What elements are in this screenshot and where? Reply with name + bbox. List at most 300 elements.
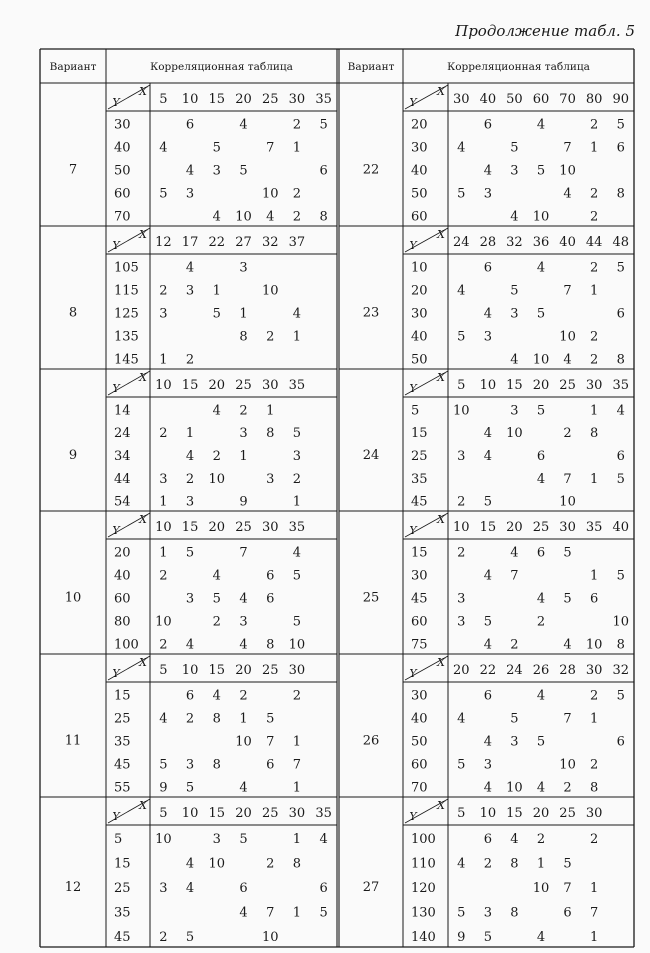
x-value: 5	[159, 92, 168, 107]
x-value: 30	[585, 378, 603, 393]
y-value: 20	[114, 545, 131, 561]
x-value: 25	[559, 378, 576, 393]
frequency-cell: 3	[510, 734, 519, 750]
frequency-cell: 3	[457, 449, 466, 464]
frequency-cell: 6	[536, 545, 546, 561]
x-value: 30	[288, 92, 306, 107]
frequency-cell: 10	[235, 734, 252, 750]
frequency-cell: 2	[292, 186, 302, 202]
frequency-cell: 8	[212, 757, 221, 773]
y-value: 20	[411, 117, 428, 133]
y-value: 60	[411, 209, 428, 225]
y-value: 75	[411, 637, 428, 653]
corner-x-symbol: X	[437, 228, 445, 241]
frequency-cell: 5	[536, 163, 546, 179]
frequency-cell: 7	[563, 881, 572, 896]
frequency-cell: 4	[483, 449, 492, 464]
y-value: 30	[411, 306, 428, 322]
corner-x-symbol: X	[437, 513, 445, 526]
frequency-cell: 3	[185, 283, 195, 299]
frequency-cell: 2	[590, 757, 599, 773]
x-value: 15	[506, 378, 523, 393]
y-value: 15	[114, 688, 131, 704]
frequency-cell: 8	[616, 637, 625, 653]
frequency-cell: 5	[292, 614, 302, 630]
frequency-cell: 6	[616, 306, 625, 322]
frequency-cell: 4	[536, 929, 546, 945]
frequency-cell: 6	[239, 881, 248, 896]
frequency-cell: 5	[266, 711, 275, 727]
y-value: 45	[114, 929, 131, 945]
frequency-cell: 4	[510, 352, 519, 368]
frequency-cell: 4	[159, 711, 168, 727]
x-value: 15	[208, 663, 226, 678]
x-value: 22	[479, 663, 497, 678]
frequency-cell: 10	[532, 352, 550, 368]
x-value: 20	[235, 806, 252, 821]
frequency-cell: 1	[159, 494, 168, 510]
frequency-cell: 4	[185, 449, 195, 464]
x-value: 30	[585, 663, 603, 678]
x-value: 5	[159, 663, 168, 678]
frequency-cell: 5	[563, 856, 572, 872]
x-value: 40	[479, 92, 497, 107]
frequency-cell: 2	[185, 352, 195, 368]
x-value: 25	[235, 378, 252, 393]
x-value: 32	[506, 235, 523, 250]
frequency-cell: 5	[292, 426, 302, 442]
x-value: 10	[155, 378, 172, 393]
frequency-cell: 10	[559, 494, 576, 510]
y-value: 40	[114, 140, 131, 156]
frequency-cell: 10	[506, 780, 523, 796]
corner-x-symbol: X	[437, 656, 445, 669]
frequency-cell: 4	[483, 734, 492, 750]
frequency-cell: 3	[483, 329, 492, 345]
frequency-cell: 7	[266, 905, 275, 921]
frequency-cell: 5	[536, 306, 546, 322]
frequency-cell: 4	[239, 637, 248, 653]
frequency-cell: 4	[483, 306, 492, 322]
y-value: 35	[114, 905, 131, 921]
frequency-cell: 4	[510, 832, 519, 848]
x-value: 17	[181, 235, 199, 250]
x-value: 30	[288, 806, 306, 821]
frequency-cell: 6	[536, 449, 546, 464]
frequency-cell: 2	[457, 494, 466, 510]
x-value: 32	[261, 235, 279, 250]
variant-number: 27	[362, 880, 380, 895]
frequency-cell: 6	[266, 757, 275, 773]
frequency-cell: 10	[235, 209, 252, 225]
frequency-cell: 2	[536, 832, 546, 848]
frequency-cell: 1	[590, 711, 599, 727]
x-value: 20	[208, 520, 226, 535]
frequency-cell: 1	[212, 283, 221, 299]
frequency-cell: 4	[212, 403, 221, 419]
y-value: 14	[114, 403, 131, 419]
y-value: 100	[411, 832, 436, 848]
frequency-cell: 8	[510, 856, 519, 872]
x-value: 5	[457, 806, 466, 821]
frequency-cell: 10	[261, 186, 279, 202]
frequency-cell: 2	[510, 637, 519, 653]
corner-y-symbol: Y	[112, 667, 120, 680]
frequency-cell: 4	[510, 209, 519, 225]
y-value: 35	[114, 734, 131, 750]
x-value: 25	[261, 663, 279, 678]
y-value: 115	[114, 283, 139, 299]
x-value: 25	[261, 806, 279, 821]
y-value: 70	[114, 209, 131, 225]
frequency-cell: 1	[292, 832, 302, 848]
y-value: 20	[411, 283, 428, 299]
frequency-cell: 2	[185, 471, 195, 487]
x-value: 20	[208, 378, 226, 393]
y-value: 55	[114, 780, 131, 796]
frequency-cell: 1	[239, 711, 248, 727]
frequency-cell: 4	[239, 117, 248, 133]
corner-x-symbol: X	[139, 228, 147, 241]
frequency-cell: 1	[292, 780, 302, 796]
frequency-cell: 7	[563, 140, 572, 156]
corner-y-symbol: Y	[409, 810, 417, 823]
frequency-cell: 6	[185, 688, 195, 704]
variant-number: 8	[68, 305, 78, 321]
frequency-cell: 5	[457, 757, 466, 773]
x-value: 28	[479, 235, 497, 250]
frequency-cell: 3	[457, 591, 466, 607]
x-value: 24	[453, 235, 470, 250]
frequency-cell: 4	[185, 163, 195, 179]
frequency-cell: 8	[616, 352, 625, 368]
x-value: 35	[315, 806, 332, 821]
frequency-cell: 2	[590, 117, 599, 133]
y-value: 35	[411, 471, 428, 487]
frequency-cell: 4	[563, 637, 572, 653]
x-value: 28	[559, 663, 576, 678]
y-value: 25	[114, 711, 131, 727]
frequency-cell: 1	[590, 403, 599, 419]
frequency-cell: 5	[483, 929, 492, 945]
variant-number: 11	[64, 733, 82, 749]
frequency-cell: 6	[266, 591, 275, 607]
frequency-cell: 8	[266, 637, 275, 653]
frequency-cell: 4	[536, 688, 546, 704]
x-value: 40	[559, 235, 576, 250]
frequency-cell: 8	[510, 905, 519, 921]
frequency-cell: 3	[159, 881, 168, 896]
frequency-cell: 1	[590, 881, 599, 896]
frequency-cell: 5	[457, 905, 466, 921]
frequency-cell: 4	[483, 568, 492, 584]
x-value: 25	[532, 520, 550, 535]
frequency-cell: 2	[185, 711, 195, 727]
frequency-cell: 2	[159, 568, 168, 584]
y-value: 40	[114, 568, 131, 584]
x-value: 30	[261, 378, 279, 393]
frequency-cell: 7	[590, 905, 599, 921]
x-value: 30	[585, 806, 603, 821]
frequency-cell: 1	[590, 283, 599, 299]
header-table-label: Корреляционная таблица	[447, 61, 590, 73]
frequency-cell: 2	[590, 832, 599, 848]
frequency-cell: 1	[590, 140, 599, 156]
variant-number: 12	[64, 880, 82, 895]
frequency-cell: 2	[212, 614, 221, 630]
y-value: 15	[411, 545, 428, 561]
frequency-cell: 4	[536, 780, 546, 796]
frequency-cell: 6	[319, 163, 328, 179]
frequency-cell: 5	[536, 734, 546, 750]
y-value: 50	[411, 734, 428, 750]
frequency-cell: 7	[563, 471, 572, 487]
frequency-cell: 3	[159, 471, 168, 487]
x-value: 35	[288, 378, 306, 393]
x-value: 10	[479, 806, 497, 821]
frequency-cell: 2	[159, 283, 168, 299]
frequency-cell: 4	[239, 905, 248, 921]
corner-y-symbol: Y	[409, 667, 417, 680]
frequency-cell: 4	[457, 283, 466, 299]
x-value: 40	[612, 520, 629, 535]
frequency-cell: 5	[159, 757, 168, 773]
y-value: 30	[411, 568, 428, 584]
y-value: 145	[114, 352, 139, 368]
frequency-cell: 2	[239, 403, 248, 419]
frequency-cell: 6	[616, 449, 625, 464]
variant-number: 9	[68, 448, 78, 463]
x-value: 32	[612, 663, 629, 678]
frequency-cell: 10	[532, 209, 550, 225]
x-value: 20	[506, 520, 523, 535]
frequency-cell: 4	[212, 688, 221, 704]
frequency-cell: 5	[510, 711, 519, 727]
x-value: 10	[155, 520, 172, 535]
corner-x-symbol: X	[139, 85, 147, 98]
frequency-cell: 10	[208, 471, 226, 487]
frequency-cell: 2	[563, 426, 572, 442]
frequency-cell: 6	[616, 734, 625, 750]
frequency-cell: 4	[266, 209, 275, 225]
y-value: 54	[114, 494, 131, 510]
y-value: 45	[114, 757, 131, 773]
frequency-cell: 4	[483, 637, 492, 653]
corner-y-symbol: Y	[112, 810, 120, 823]
x-value: 15	[181, 520, 199, 535]
frequency-cell: 3	[212, 163, 221, 179]
frequency-cell: 4	[457, 711, 466, 727]
variant-number: 26	[362, 733, 380, 749]
frequency-cell: 3	[239, 260, 248, 276]
frequency-cell: 5	[212, 140, 221, 156]
frequency-cell: 6	[483, 688, 492, 704]
y-value: 80	[114, 614, 131, 630]
page-caption: Продолжение табл. 5	[455, 22, 635, 40]
frequency-cell: 8	[319, 209, 328, 225]
variant-number: 24	[362, 448, 380, 463]
frequency-cell: 5	[319, 117, 328, 133]
corner-x-symbol: X	[437, 371, 445, 384]
frequency-cell: 5	[616, 568, 625, 584]
corner-y-symbol: Y	[409, 382, 417, 395]
y-value: 30	[411, 140, 428, 156]
x-value: 15	[208, 92, 226, 107]
header-table-label: Корреляционная таблица	[150, 61, 293, 73]
frequency-cell: 3	[457, 614, 466, 630]
frequency-cell: 9	[159, 780, 168, 796]
frequency-cell: 3	[483, 905, 492, 921]
x-value: 5	[159, 806, 168, 821]
x-value: 30	[261, 520, 279, 535]
frequency-cell: 5	[536, 403, 546, 419]
header-variant-label: Вариант	[347, 61, 395, 73]
y-value: 100	[114, 637, 139, 653]
frequency-cell: 6	[319, 881, 328, 896]
frequency-cell: 4	[239, 591, 248, 607]
frequency-cell: 1	[292, 494, 302, 510]
variant-number: 23	[362, 305, 380, 321]
frequency-cell: 1	[536, 856, 546, 872]
frequency-cell: 6	[590, 591, 599, 607]
x-value: 26	[532, 663, 550, 678]
frequency-cell: 3	[185, 186, 195, 202]
frequency-cell: 2	[590, 186, 599, 202]
frequency-cell: 5	[212, 306, 221, 322]
corner-x-symbol: X	[139, 371, 147, 384]
x-value: 15	[208, 806, 226, 821]
frequency-cell: 7	[563, 711, 572, 727]
frequency-cell: 4	[457, 140, 466, 156]
frequency-cell: 4	[319, 832, 328, 848]
frequency-cell: 3	[185, 757, 195, 773]
frequency-cell: 8	[590, 780, 599, 796]
frequency-cell: 10	[208, 856, 226, 872]
frequency-cell: 4	[212, 209, 221, 225]
frequency-cell: 3	[185, 494, 195, 510]
y-value: 60	[114, 591, 131, 607]
frequency-cell: 3	[239, 614, 248, 630]
x-value: 35	[612, 378, 629, 393]
frequency-cell: 2	[457, 545, 466, 561]
frequency-cell: 1	[266, 403, 275, 419]
frequency-cell: 4	[457, 856, 466, 872]
frequency-cell: 3	[266, 471, 275, 487]
y-value: 44	[114, 471, 131, 487]
frequency-cell: 7	[563, 283, 572, 299]
frequency-cell: 2	[292, 471, 302, 487]
frequency-cell: 1	[292, 140, 302, 156]
frequency-cell: 2	[212, 449, 221, 464]
y-value: 45	[411, 591, 428, 607]
frequency-cell: 2	[483, 856, 492, 872]
x-value: 44	[585, 235, 603, 250]
frequency-cell: 5	[239, 832, 248, 848]
frequency-cell: 6	[483, 260, 492, 276]
frequency-cell: 10	[532, 881, 550, 896]
frequency-cell: 1	[292, 329, 302, 345]
y-value: 120	[411, 881, 436, 896]
frequency-cell: 6	[563, 905, 572, 921]
x-value: 36	[532, 235, 550, 250]
frequency-cell: 4	[536, 591, 546, 607]
x-value: 80	[585, 92, 603, 107]
y-value: 34	[114, 449, 131, 464]
frequency-cell: 4	[563, 352, 572, 368]
corner-y-symbol: Y	[112, 524, 120, 537]
frequency-cell: 2	[292, 209, 302, 225]
x-value: 60	[532, 92, 550, 107]
x-value: 10	[181, 806, 199, 821]
frequency-cell: 4	[159, 140, 168, 156]
frequency-cell: 10	[261, 929, 279, 945]
x-value: 12	[155, 235, 172, 250]
frequency-cell: 2	[590, 329, 599, 345]
frequency-cell: 2	[266, 329, 275, 345]
frequency-cell: 4	[185, 856, 195, 872]
frequency-cell: 5	[563, 545, 572, 561]
frequency-cell: 2	[239, 688, 248, 704]
frequency-cell: 5	[292, 568, 302, 584]
x-value: 10	[453, 520, 470, 535]
y-value: 130	[411, 905, 436, 921]
frequency-cell: 6	[483, 117, 492, 133]
frequency-cell: 2	[266, 856, 275, 872]
frequency-cell: 1	[590, 471, 599, 487]
frequency-cell: 5	[616, 688, 625, 704]
frequency-cell: 4	[483, 163, 492, 179]
frequency-cell: 9	[239, 494, 248, 510]
x-value: 20	[453, 663, 470, 678]
corner-x-symbol: X	[139, 513, 147, 526]
frequency-cell: 3	[239, 426, 248, 442]
x-value: 10	[479, 378, 497, 393]
y-value: 10	[411, 260, 428, 276]
variant-number: 22	[362, 162, 380, 178]
frequency-cell: 3	[510, 306, 519, 322]
variant-number: 7	[68, 162, 78, 178]
frequency-cell: 3	[212, 832, 221, 848]
frequency-cell: 5	[457, 329, 466, 345]
corner-y-symbol: Y	[112, 96, 120, 109]
frequency-cell: 1	[292, 905, 302, 921]
frequency-cell: 5	[457, 186, 466, 202]
y-value: 105	[114, 260, 139, 276]
frequency-cell: 5	[510, 283, 519, 299]
frequency-cell: 2	[590, 209, 599, 225]
frequency-cell: 4	[483, 780, 492, 796]
frequency-cell: 8	[292, 856, 302, 872]
y-value: 30	[114, 117, 131, 133]
y-value: 45	[411, 494, 428, 510]
x-value: 24	[506, 663, 523, 678]
y-value: 110	[411, 856, 436, 872]
frequency-cell: 2	[590, 352, 599, 368]
frequency-cell: 5	[616, 471, 625, 487]
frequency-cell: 4	[185, 637, 195, 653]
frequency-cell: 4	[536, 471, 546, 487]
x-value: 25	[261, 92, 279, 107]
corner-y-symbol: Y	[409, 239, 417, 252]
frequency-cell: 1	[159, 352, 168, 368]
frequency-cell: 1	[185, 426, 195, 442]
corner-y-symbol: Y	[112, 239, 120, 252]
frequency-cell: 3	[292, 449, 302, 464]
x-value: 15	[506, 806, 523, 821]
frequency-cell: 6	[616, 140, 625, 156]
frequency-cell: 4	[292, 306, 302, 322]
x-value: 15	[479, 520, 497, 535]
